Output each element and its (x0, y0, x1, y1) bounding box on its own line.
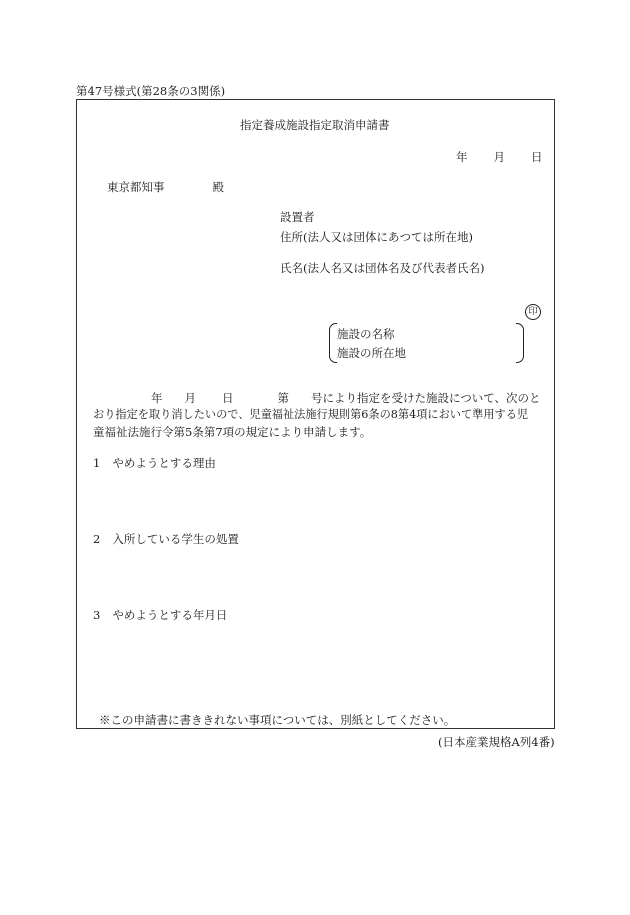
item-1-number: 1 (93, 456, 101, 470)
item-2-number: 2 (93, 532, 101, 546)
applicant-name: 氏名(法人名又は団体名及び代表者氏名) (280, 261, 485, 275)
body-line-1 (93, 391, 548, 405)
addressee-name: 東京都知事 (107, 180, 165, 194)
body-month: 月 (184, 391, 196, 405)
addressee-line (107, 180, 224, 194)
facility-location-label: 施設の所在地 (337, 346, 406, 360)
body-line-2: おり指定を取り消したいので、児童福祉法施行規則第6条の8第4項において準用する児 (93, 408, 529, 421)
applicant-address: 住所(法人又は団体にあつては所在地) (280, 230, 473, 244)
addressee-honorific: 殿 (212, 180, 224, 194)
left-brace (329, 323, 337, 363)
body-line-1-rest: 号により指定を受けた施設について、次のと (311, 391, 541, 405)
date-month: 月 (493, 150, 505, 164)
body-line-3: 童福祉法施行令第5条第7項の規定により申請します。 (93, 425, 372, 439)
footnote: ※この申請書に書ききれない事項については、別紙としてください。 (99, 713, 456, 727)
item-3-number: 3 (93, 608, 101, 622)
body-year: 年 (151, 391, 163, 405)
seal-mark: 印 (525, 304, 541, 320)
applicant-heading: 設置者 (280, 210, 315, 224)
date-day: 日 (531, 150, 543, 164)
paper-size-label: (日本産業規格A列4番) (438, 735, 555, 749)
facility-name-label: 施設の名称 (337, 327, 395, 341)
item-2-label: 入所している学生の処置 (112, 532, 239, 546)
form-title: 指定養成施設指定取消申請書 (240, 118, 390, 132)
item-2 (93, 532, 239, 546)
date-year: 年 (456, 150, 468, 164)
date-line (456, 150, 543, 164)
item-3 (93, 608, 227, 622)
body-day: 日 (222, 391, 234, 405)
body-number-prefix: 第 (277, 391, 289, 405)
right-brace (516, 323, 524, 363)
item-1 (93, 456, 216, 470)
item-1-label: やめようとする理由 (112, 456, 216, 470)
item-3-label: やめようとする年月日 (112, 608, 228, 622)
form-number: 第47号様式(第28条の3関係) (76, 84, 226, 98)
